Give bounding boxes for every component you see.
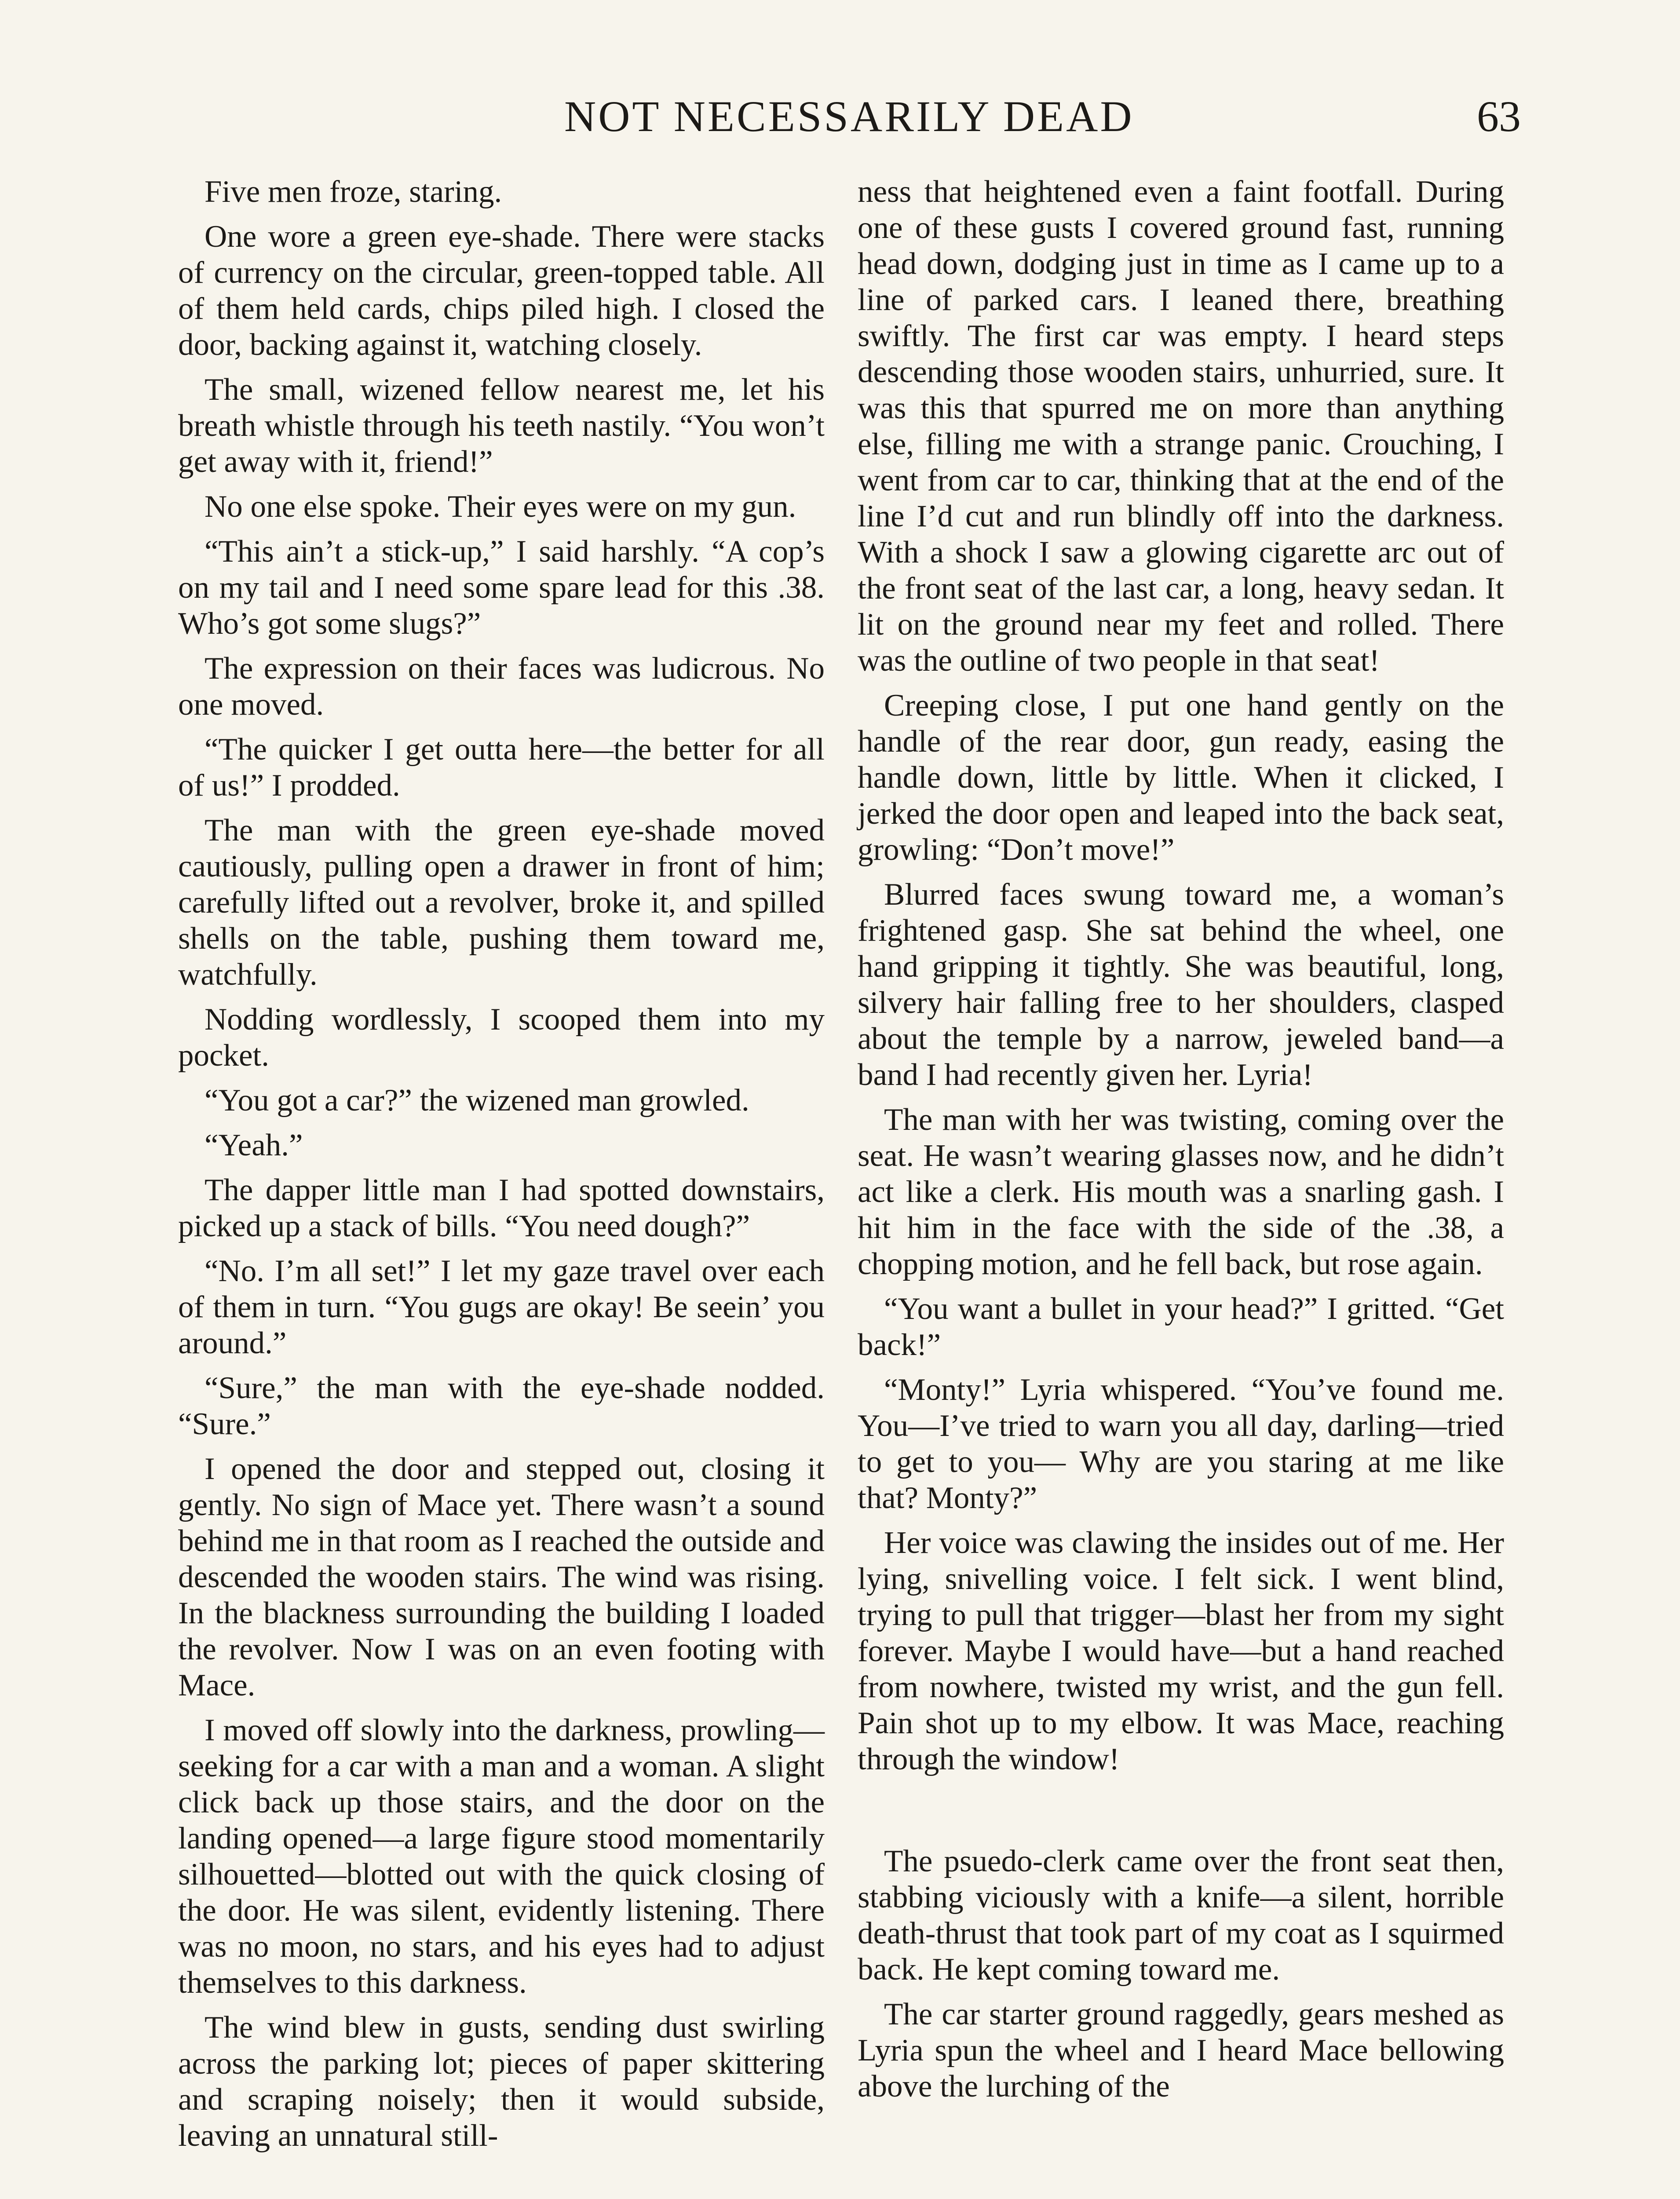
paragraph: The dapper little man I had spotted downstairs, picked up a stack of bills. “You need dough?” (178, 1173, 825, 1243)
paragraph: “The quicker I get outta here—the better for all of us!” I prodded. (178, 732, 825, 803)
paragraph: Blurred faces swung toward me, a woman’s frightened gasp. She sat behind the wheel, one hand gripping it tightly. She was beautiful, long, silvery hair falling free to her shoulders, clasped about the temple by a narrow, jeweled band—a band I had recently given her. Lyria! (858, 877, 1504, 1092)
page-header (0, 0, 1680, 158)
paragraph: The expression on their faces was ludicrous. No one moved. (178, 651, 825, 722)
paragraph: I moved off slowly into the darkness, prowling—seeking for a car with a man and a woman. A slight click back up those stairs, and the door on the landing opened—a large figure stood momentarily silhouetted—blotted out with the quick closing of the door. He was silent, evidently listening. There was no moon, no stars, and his eyes had to adjust themselves to this darkness. (178, 1713, 825, 2000)
paragraph: The man with the green eye-shade moved cautiously, pulling open a drawer in front of him; carefully lifted out a revolver, broke it, and spilled shells on the table, pushing them toward me, watchfully. (178, 813, 825, 992)
paragraph: Creeping close, I put one hand gently on the handle of the rear door, gun ready, easing the handle down, little by little. When it clicked, I jerked the door open and leaped into the back seat, growling: “Don’t move!” (858, 688, 1504, 867)
paragraph: Nodding wordlessly, I scooped them into my pocket. (178, 1002, 825, 1073)
paragraph: “Yeah.” (205, 1128, 303, 1162)
paragraph: I opened the door and stepped out, closing it gently. No sign of Mace yet. There wasn’t a sound behind me in that room as I reached the outside and descended the wooden stairs. The wind was rising. In the blackness surrounding the building I loaded the revolver. Now I was on an even footing with Mace. (178, 1452, 825, 1702)
paragraph: “This ain’t a stick-up,” I said harshly. “A cop’s on my tail and I need some spare lead for this .38. Who’s got some slugs?” (178, 534, 825, 641)
paragraph: The small, wizened fellow nearest me, let his breath whistle through his teeth nastily. “You won’t get away with it, friend!” (178, 373, 825, 479)
paragraph: “No. I’m all set!” I let my gaze travel over each of them in turn. “You gugs are okay! Be seein’ you around.” (178, 1254, 825, 1360)
running-head: NOT NECESSARILY DEAD (564, 92, 1134, 141)
paragraph-continued: ness that heightened even a faint footfall. During one of these gusts I covered ground fast, running head down, dodging just in time as I came up to a line of parked cars. I leaned there, breathing swiftly. The first car was empty. I heard steps descending those wooden stairs, unhurried, sure. It was this that spurred me on more than anything else, filling me with a strange panic. Crouching, I went from car to car, thinking that at the end of the line I’d cut and run blindly off into the darkness. With a shock I saw a glowing cigarette arc out of the front seat of the last car, a long, heavy sedan. It lit on the ground near my feet and rolled. There was the outline of two people in that seat! (858, 175, 1504, 678)
paragraph: Five men froze, staring. (205, 175, 502, 209)
right-column (858, 174, 1504, 2113)
paragraph: No one else spoke. Their eyes were on my gun. (205, 489, 796, 524)
left-column (178, 174, 825, 2162)
paragraph: The man with her was twisting, coming over the seat. He wasn’t wearing glasses now, and he didn’t act like a clerk. His mouth was a snarling gash. I hit him in the face with the side of the .38, a chopping motion, and he fell back, but rose again. (858, 1103, 1504, 1281)
page-number: 63 (1477, 92, 1521, 141)
paragraph: “Monty!” Lyria whispered. “You’ve found me. You—I’ve tried to warn you all day, darling—tried to get to you— Why are you staring at me like that? Monty?” (858, 1373, 1504, 1515)
paragraph: The car starter ground raggedly, gears meshed as Lyria spun the wheel and I heard Mace bellowing above the lurching of the (858, 1997, 1504, 2104)
paragraph: “Sure,” the man with the eye-shade nodded. “Sure.” (178, 1371, 825, 1441)
paragraph: Her voice was clawing the insides out of me. Her lying, snivelling voice. I felt sick. I went blind, trying to pull that trigger—blast her from my sight forever. Maybe I would have—but a hand reached from nowhere, twisted my wrist, and the gun fell. Pain shot up to my elbow. It was Mace, reaching through the window! (858, 1526, 1504, 1776)
paragraph: One wore a green eye-shade. There were stacks of currency on the circular, green-topped table. All of them held cards, chips piled high. I closed the door, backing against it, watching closely. (178, 219, 825, 362)
paragraph: The wind blew in gusts, sending dust swirling across the parking lot; pieces of paper skittering and scraping noisely; then it would subside, leaving an unnatural still- (178, 2010, 825, 2153)
paragraph: “You got a car?” the wizened man growled. (205, 1083, 749, 1118)
paragraph: The psuedo-clerk came over the front seat then, stabbing viciously with a knife—a silent, horrible death-thrust that took part of my coat as I squirmed back. He kept coming toward me. (858, 1844, 1504, 1987)
paragraph: “You want a bullet in your head?” I gritted. “Get back!” (858, 1292, 1504, 1362)
